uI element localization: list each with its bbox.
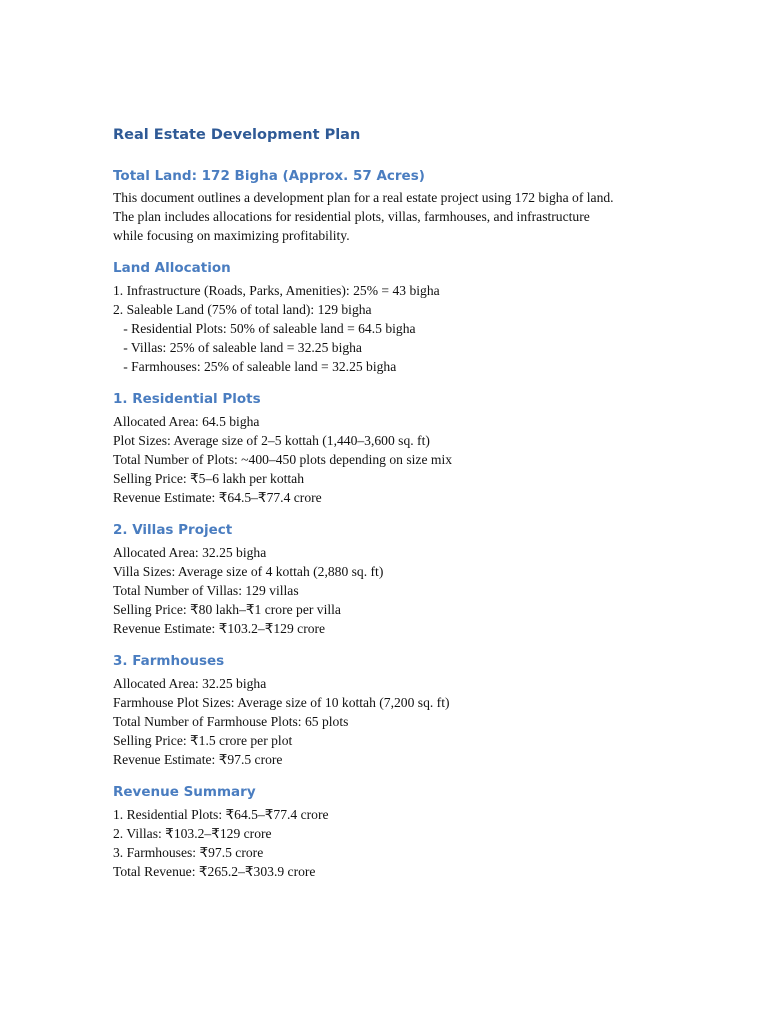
section-revenue-summary: [113, 782, 673, 882]
revenue-summary-total: Total Revenue: ₹265.2–₹303.9 crore: [113, 864, 316, 880]
land-allocation-line: 2. Saleable Land (75% of total land): 129 bigha: [113, 301, 372, 317]
land-allocation-line: 1. Infrastructure (Roads, Parks, Amenities): 25% = 43 bigha: [113, 282, 440, 298]
residential-line: Allocated Area: 64.5 bigha: [113, 413, 260, 429]
farmhouses-line: Total Number of Farmhouse Plots: 65 plots: [113, 714, 349, 730]
farmhouses-line: Revenue Estimate: ₹97.5 crore: [113, 752, 283, 768]
document-title: Real Estate Development Plan: [113, 127, 361, 143]
villas-line: Revenue Estimate: ₹103.2–₹129 crore: [113, 621, 326, 637]
intro-line: while focusing on maximizing profitability.: [113, 228, 350, 244]
intro-line: This document outlines a development plan for a real estate project using 172 bigha of land.: [113, 190, 614, 205]
farmhouses-line: Allocated Area: 32.25 bigha: [113, 675, 267, 691]
section-heading-residential-plots: 1. Residential Plots: [113, 390, 261, 407]
section-land-allocation: [113, 258, 673, 377]
residential-line: Plot Sizes: Average size of 2–5 kottah (1,440–3,600 sq. ft): [113, 432, 430, 448]
farmhouses-line: Farmhouse Plot Sizes: Average size of 10 kottah (7,200 sq. ft): [113, 694, 450, 710]
section-farmhouses: [113, 651, 673, 770]
section-heading-total-land: Total Land: 172 Bigha (Approx. 57 Acres): [113, 168, 425, 184]
villas-line: Total Number of Villas: 129 villas: [113, 583, 299, 599]
revenue-summary-line: 3. Farmhouses: ₹97.5 crore: [113, 845, 264, 861]
land-allocation-line: - Residential Plots: 50% of saleable land = 64.5 bigha: [113, 321, 416, 337]
intro-line: The plan includes allocations for residential plots, villas, farmhouses, and infrastructure: [113, 209, 590, 225]
section-heading-farmhouses: 3. Farmhouses: [113, 652, 225, 669]
section-heading-land-allocation: Land Allocation: [113, 259, 231, 276]
residential-line: Selling Price: ₹5–6 lakh per kottah: [113, 471, 304, 487]
residential-line: Total Number of Plots: ~400–450 plots depending on size mix: [113, 452, 453, 468]
land-allocation-line: - Farmhouses: 25% of saleable land = 32.25 bigha: [113, 359, 397, 375]
villas-line: Selling Price: ₹80 lakh–₹1 crore per villa: [113, 602, 341, 618]
villas-line: Allocated Area: 32.25 bigha: [113, 544, 267, 560]
section-villas-project: [113, 520, 673, 639]
revenue-summary-line: 2. Villas: ₹103.2–₹129 crore: [113, 825, 272, 841]
villas-line: Villa Sizes: Average size of 4 kottah (2,880 sq. ft): [113, 563, 384, 579]
section-intro: [113, 166, 673, 246]
land-allocation-line: - Villas: 25% of saleable land = 32.25 bigha: [113, 340, 362, 356]
revenue-summary-line: 1. Residential Plots: ₹64.5–₹77.4 crore: [113, 806, 329, 822]
residential-line: Revenue Estimate: ₹64.5–₹77.4 crore: [113, 490, 322, 506]
farmhouses-line: Selling Price: ₹1.5 crore per plot: [113, 733, 293, 749]
section-residential-plots: [113, 389, 673, 508]
section-heading-villas-project: 2. Villas Project: [113, 521, 233, 538]
document-page: [113, 124, 673, 893]
section-heading-revenue-summary: Revenue Summary: [113, 783, 256, 800]
